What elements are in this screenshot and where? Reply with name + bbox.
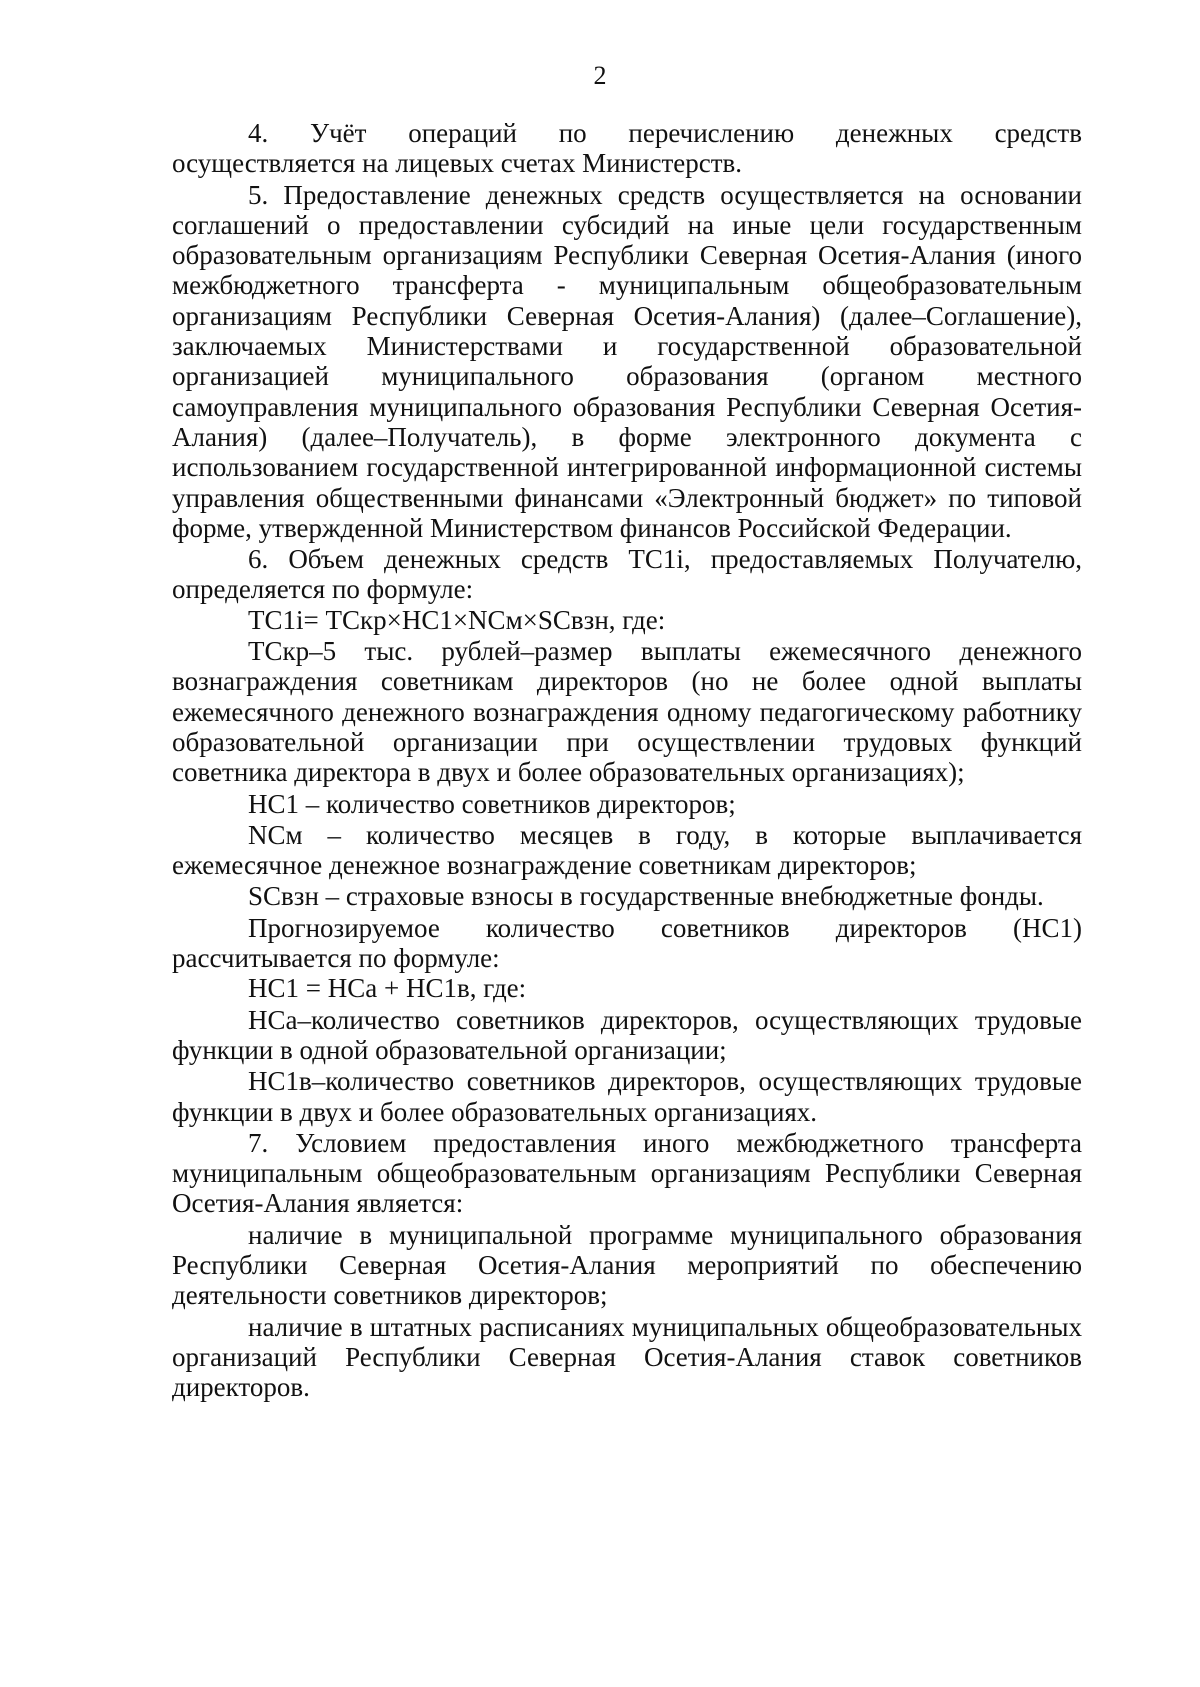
- definition-hc1: НС1 – количество советников директоров;: [248, 788, 736, 819]
- paragraph-4-first-line: [248, 118, 1082, 148]
- paragraph-4-word: средств: [994, 118, 1082, 148]
- paragraph-forecast: Прогнозируемое количество советников директоров (НС1) рассчитывается по формуле:: [172, 912, 1082, 974]
- formula-hc1: НС1 = НСа + НС1в, где:: [248, 973, 527, 1004]
- definition-scvzn: SСвзн – страховые взносы в государственные внебюджетные фонды.: [248, 881, 1044, 912]
- paragraph-7: 7. Условием предоставления иного межбюджетного трансферта муниципальным общеобразовательным организациям Республики Северная Осетия-Алания является:: [172, 1127, 1082, 1219]
- paragraph-4-word: Учёт: [309, 118, 367, 148]
- paragraph-6: 6. Объем денежных средств ТС1i, предоставляемых Получателю, определяется по формуле:: [172, 544, 1082, 605]
- paragraph-4-word: перечислению: [628, 118, 795, 148]
- definition-hca: НСа–количество советников директоров, осуществляющих трудовые функции в одной образовательной организации;: [172, 1004, 1082, 1065]
- condition-1: наличие в муниципальной программе муниципального образования Республики Северная Осетия-Алания мероприятий по обеспечению деятельности советников директоров;: [172, 1219, 1082, 1311]
- paragraph-4-word: операций: [408, 118, 517, 148]
- definition-ncm: NСм – количество месяцев в году, в которые выплачивается ежемесячное денежное вознаграждение советникам директоров;: [172, 819, 1082, 881]
- paragraph-4-word: 4.: [248, 118, 269, 148]
- definition-tckr: ТСкр–5 тыс. рублей–размер выплаты ежемесячного денежного вознаграждения советникам директоров (но не более одной выплаты ежемесячного денежного вознаграждения одному педагогическому работнику образовательной организации при осуществлении трудовых функций советника директора в двух и более образовательных организациях);: [172, 636, 1082, 788]
- paragraph-5: 5. Предоставление денежных средств осуществляется на основании соглашений о предоставлении субсидий на иные цели государственным образовательным организациям Республики Северная Осетия-Алания (иного межбюджетного трансферта - муниципальным общеобразовательным организациям Республики Северная Осетия-Алания) (далее–Соглашение), заключаемых Министерствами и государственной образовательной организацией муниципального образования (органом местного самоуправления муниципального образования Республики Северная Осетия-Алания) (далее–Получатель), в форме электронного документа с использованием государственной интегрированной информационной системы управления общественными финансами «Электронный бюджет» по типовой форме, утвержденной Министерством финансов Российской Федерации.: [172, 179, 1082, 543]
- page-number: 2: [593, 61, 607, 90]
- definition-hc1v: НС1в–количество советников директоров, осуществляющих трудовые функции в двух и более образовательных организациях.: [172, 1066, 1082, 1127]
- paragraph-4-continuation: осуществляется на лицевых счетах Министерств.: [172, 148, 743, 179]
- document-body: [172, 118, 1082, 1402]
- paragraph-4-word: денежных: [835, 118, 953, 148]
- condition-2: наличие в штатных расписаниях муниципальных общеобразовательных организаций Республики Северная Осетия-Алания ставок советников директоров.: [172, 1311, 1082, 1403]
- paragraph-4-word: по: [558, 118, 587, 148]
- formula-tc1i: ТС1i= ТСкр×НС1×NСм×SСвзн, где:: [248, 604, 666, 635]
